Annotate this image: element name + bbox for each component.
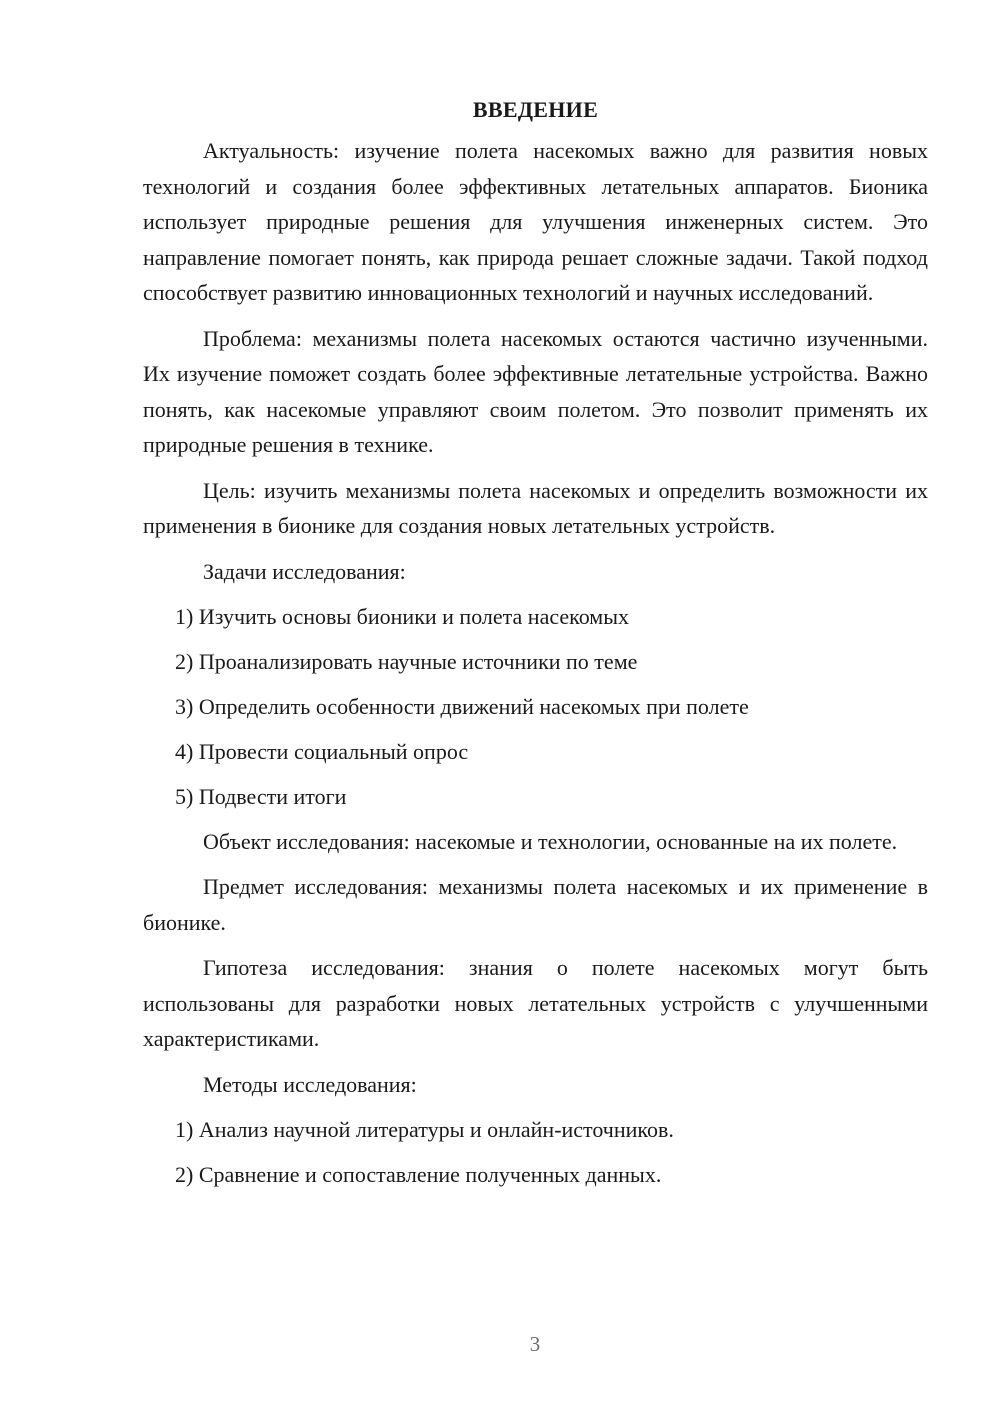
section-title: ВВЕДЕНИЕ — [472, 97, 599, 122]
subject-paragraph: Предмет исследования: механизмы полета насекомых и их применение в бионике. — [143, 874, 928, 935]
page-content — [143, 93, 928, 1202]
relevance-paragraph: Актуальность: изучение полета насекомых важно для развития новых технологий и создания более эффективных летательных аппаратов. Бионика использует природные решения для улучшения инженерных систем. Это направление помогает понять, как природа решает сложные задачи. Такой подход способствует развитию инновационных технологий и научных исследований. — [143, 138, 928, 305]
page-number: 3 — [529, 1332, 541, 1356]
task-item: 3) Определить особенности движений насекомых при полете — [175, 693, 749, 719]
task-item: 2) Проанализировать научные источники по теме — [175, 648, 638, 674]
task-item: 4) Провести социальный опрос — [175, 738, 469, 764]
problem-paragraph: Проблема: механизмы полета насекомых остаются частично изученными. Их изучение поможет создать более эффективные летательные устройства. Важно понять, как насекомые управляют своим полетом. Это позволит применять их природные решения в технике. — [143, 325, 928, 457]
object-paragraph: Объект исследования: насекомые и технологии, основанные на их полете. — [203, 828, 898, 854]
goal-paragraph: Цель: изучить механизмы полета насекомых и определить возможности их применения в бионике для создания новых летательных устройств. — [143, 477, 928, 538]
methods-heading: Методы исследования: — [203, 1071, 417, 1097]
tasks-list — [143, 599, 928, 814]
tasks-heading: Задачи исследования: — [203, 558, 406, 584]
hypothesis-paragraph: Гипотеза исследования: знания о полете насекомых могут быть использованы для разработки новых летательных устройств с улучшенными характеристиками. — [143, 955, 928, 1051]
methods-list — [143, 1112, 928, 1192]
task-item: 1) Изучить основы бионики и полета насекомых — [175, 603, 629, 629]
method-item: 2) Сравнение и сопоставление полученных данных. — [175, 1161, 662, 1187]
method-item: 1) Анализ научной литературы и онлайн-источников. — [175, 1116, 674, 1142]
task-item: 5) Подвести итоги — [175, 783, 347, 809]
